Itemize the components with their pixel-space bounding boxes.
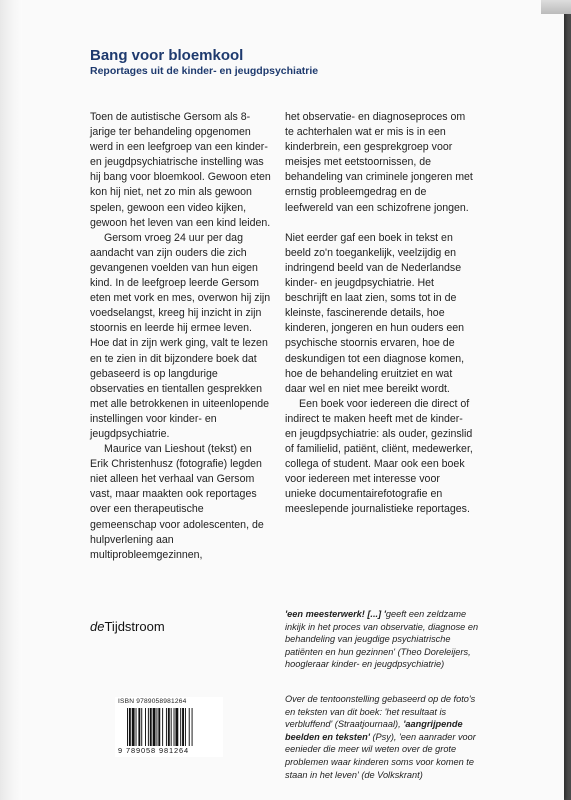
barcode-bar xyxy=(127,708,128,746)
barcode-bar xyxy=(150,708,152,746)
paragraph: Een boek voor iedereen die direct of indirect te maken heeft met de kinder- en jeugdpsychiatrie: als ouder, gezinslid of familielid, patiënt, cliënt, medewerker, collega of student. Maar ook een boek voor iedereen met interesse voor unieke documentairefotografie en meeslepende journalistieke reportages. xyxy=(285,397,473,516)
barcode-bar xyxy=(145,708,146,746)
quote-1 xyxy=(285,608,485,671)
isbn-label: ISBN 9789058981264 xyxy=(118,698,187,705)
quote-1-highlight: 'een meesterwerk! [...] ' xyxy=(285,609,386,619)
paragraph: Toen de autistische Gersom als 8-jarige ter behandeling opgenomen werd in een leefgroep van een kinder- en jeugdpsychiatrische instelling was hij bang voor bloemkool. Gewoon eten kon hij niet, net zo min als gewoon spelen, gewoon een video kijken, gewoon het leven van een kind leiden. xyxy=(90,111,271,229)
spine-edge xyxy=(0,0,22,800)
barcode-bar xyxy=(132,708,135,746)
barcode-bar xyxy=(182,708,184,746)
barcode-bar xyxy=(174,708,175,746)
barcode-bar xyxy=(141,708,142,746)
barcode-bar xyxy=(168,708,170,746)
barcode-bar xyxy=(153,708,156,746)
quote-2-text-a: Over de tentoonstelling gebaseerd op de foto's en teksten van dit boek: 'het resultaat is verbluffend' (Straatjournaal), xyxy=(285,693,476,730)
barcode-bar xyxy=(158,708,160,746)
barcode-bar xyxy=(171,708,172,746)
quote-2-highlight: 'aangrijpende beelden en teksten' xyxy=(285,719,463,742)
review-quotes xyxy=(285,608,485,781)
barcode-icon xyxy=(127,708,215,746)
barcode-bar xyxy=(185,708,186,746)
quote-2 xyxy=(285,693,485,781)
barcode-bar xyxy=(162,708,163,746)
publisher-name: Tijdstroom xyxy=(104,619,165,634)
paragraph: Maurice van Lieshout (tekst) en Erik Christenhusz (fotografie) legden niet alleen het verhaal van Gersom vast, maar maakten ook reportages over een therapeutische gemeenschap voor adolescenten, de hulpverlening aan multiprobleemgezinnen, xyxy=(90,443,264,561)
barcode-bar xyxy=(148,708,149,746)
publisher-logo xyxy=(90,619,165,634)
paragraph: Gersom vroeg 24 uur per dag aandacht van zijn ouders die zich gevangenen voelden van hun eigen kind. In de leefgroep leerde Gersom eten met vork en mes, overwon hij zijn voedselangst, kreeg hij inzicht in zijn stoornis en leerde hij ermee leven. Hoe dat in zijn werk ging, valt te lezen en te zien in dit bijzondere boek dat gebaseerd is op langdurige observaties en tientallen gesprekken met alle betrokkenen in uiteenlopende instellingen voor kinder- en jeugdpsychiatrie. xyxy=(90,231,271,440)
quote-2-text-b: (Psy), 'een aanrader voor eenieder die meer wil weten over de grote problemen waar kinderen soms voor komen te staan in het leven' (de Volkskrant) xyxy=(285,731,476,780)
quote-1-text: geeft een zeldzame inkijk in het proces van observatie, diagnose en behandeling van jeugdige psychiatrische patiënten en hun gezinnen' (Theo Doreleijers, hoogleraar kinder- en jeugdpsychiatrie) xyxy=(285,609,479,670)
barcode-bar xyxy=(138,708,140,746)
barcode-bar xyxy=(166,708,167,746)
barcode-bar xyxy=(189,708,190,746)
text-column-right xyxy=(285,110,473,518)
barcode-bar xyxy=(192,708,193,746)
barcode-bar xyxy=(136,708,137,746)
barcode-bar xyxy=(156,708,157,746)
barcode-bar xyxy=(175,708,178,746)
barcode-bar xyxy=(129,708,131,746)
text-column-left xyxy=(90,110,272,563)
barcode-bar xyxy=(180,708,181,746)
book-subtitle: Reportages uit de kinder- en jeugdpsychiatrie xyxy=(90,65,319,77)
page-corner xyxy=(541,0,571,14)
paragraph: het observatie- en diagnoseproces om te achterhalen wat er mis is in een kinderbrein, een gesprekgroep voor meisjes met eetstoornissen, de behandeling van criminele jongeren met ernstig probleemgedrag en de leefwereld van een schizofrene jongen. xyxy=(285,111,473,214)
paragraph: Niet eerder gaf een boek in tekst en beeld zo'n toegankelijk, veelzijdig en indringend beeld van de Nederlandse kinder- en jeugdpsychiatrie. Het beschrijft en laat zien, soms tot in de kleinste, fascinerende details, hoe kinderen, jongeren en hun ouders een psychische stoornis ervaren, hoe de deskundigen tot een diagnose komen, hoe de behandeling eruitziet en wat daar wel en niet mee bereikt wordt. xyxy=(285,231,465,395)
book-title: Bang voor bloemkool xyxy=(90,47,244,64)
publisher-prefix: de xyxy=(90,619,105,634)
barcode-digits: 9 789058 981264 xyxy=(118,746,190,755)
